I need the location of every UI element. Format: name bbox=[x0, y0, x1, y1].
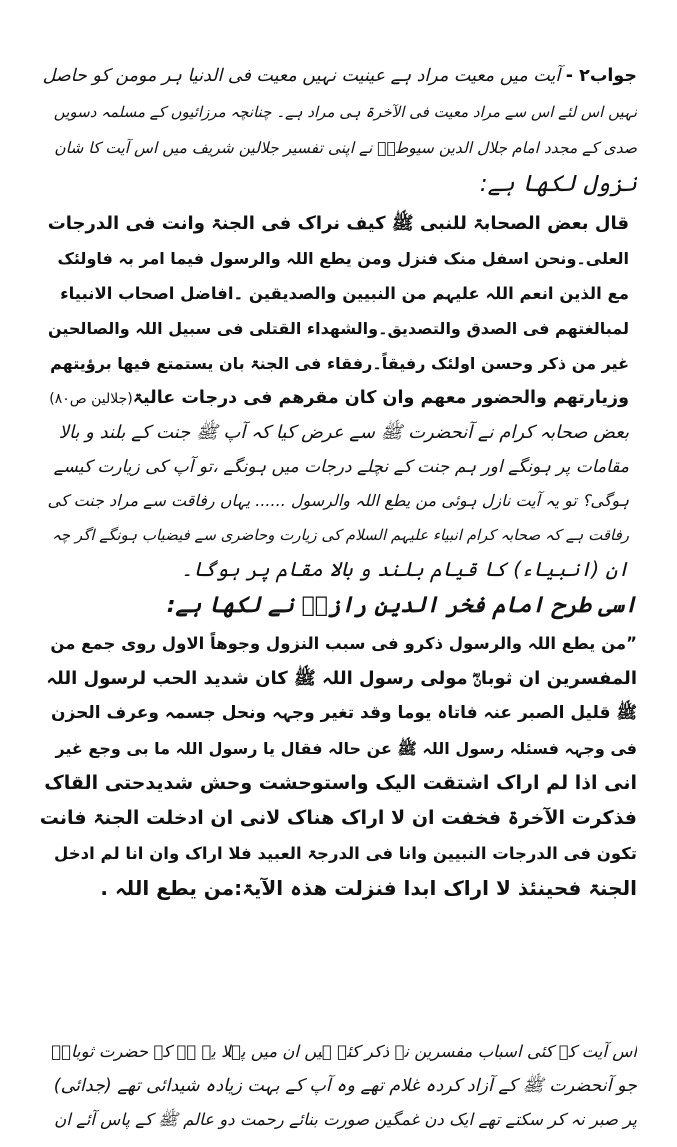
razi-intro bbox=[40, 588, 637, 624]
jalalain-line-5: غیر من ذکر وحسن اولئک رفیقاً۔رفقاء فی الجنۃ بان یستمتع فیھا برؤیتھم bbox=[50, 354, 629, 373]
jalalain-line-6-text: وزیارتھم والحضور معھم وان کان مقرھم فی درجات عالیۃ bbox=[132, 388, 629, 408]
jalalain-reference: (جلالین ص۸۰) bbox=[49, 391, 133, 407]
razi-line-2: المفسرین ان ثوبانؓ مولی رسول اللہ ﷺ کان شدید الحب لرسول اللہ bbox=[46, 668, 637, 689]
translation-line-3: ہوگی؟ تو یہ آیت نازل ہوئی من یطع اللہ والرسول ...... یہاں رفاقت سے مراد جنت کی bbox=[47, 491, 629, 510]
razi-line-5: انی اذا لم اراک اشتقت الیک واستوحشت وحش شدیدحتی القاک bbox=[44, 772, 637, 794]
translation-line-2: مقامات پر ہونگے اور ہم جنت کے نچلے درجات میں ہونگے ،تو آپ کی زیارت کیسے bbox=[53, 457, 629, 477]
answer-line-1-text: آیت میں معیت مراد ہے عینیت نہیں معیت فی الدنیا ہر مومن کو حاصل bbox=[42, 66, 561, 86]
jalalain-line-2: العلی۔ونحن اسفل منک فنزل ومن یطع اللہ والرسول فیما امر بہ فاولئک bbox=[57, 249, 629, 268]
closing-line-3: پر صبر نہ کر سکتے تھے ایک دن غمگین صورت بنائے رحمت دو عالم ﷺ کے پاس آئے ان bbox=[54, 1110, 637, 1129]
razi-line-4: فی وجہہ فسئلہ رسول اللہ ﷺ عن حالہ فقال یا رسول اللہ ما بی وجع غیر bbox=[55, 739, 637, 758]
translation-line-4: رفاقت ہے کہ صحابہ کرام انبیاء علیہم السلام کی زیارت وحاضری سے فیضیاب ہونگے اگر چہ bbox=[52, 526, 629, 544]
answer-paragraph bbox=[40, 58, 637, 202]
jalalain-line-4: لمبالغتھم فی الصدق والتصدیق۔والشھداء القتلی فی سبیل اللہ والصالحین bbox=[47, 319, 629, 338]
jalalain-quote bbox=[45, 206, 629, 416]
answer-line-1 bbox=[40, 58, 637, 94]
closing-paragraph bbox=[40, 1035, 637, 1137]
razi-line-1: ”من یطع اللہ والرسول ذکرو فی سبب النزول وجوھاً الاول روی جمع من bbox=[50, 634, 637, 653]
answer-line-3: صدی کے مجدد امام جلال الدین سیوطیؒ نے اپنی تفسیر جلالین شریف میں اس آیت کا شان bbox=[54, 139, 637, 157]
razi-line-7: تکون فی الدرجات النبیین وانا فی الدرجۃ العبید فلا اراک وان انا لم ادخل bbox=[54, 844, 637, 863]
razi-line-3: ﷺ قلیل الصبر عنہ فاتاہ یوما وقد تغیر وجہہ ونحل جسمہ وعرف الحزن bbox=[50, 703, 637, 723]
jalalain-line-3: مع الذین انعم اللہ علیہم من النبیین والصدیقین ۔افاضل اصحاب الانبیاء bbox=[60, 284, 629, 303]
translation-line-5: ان (انبیاء) کا قیام بلند و بالا مقام پر ہوگا۔ bbox=[181, 557, 629, 581]
answer-line-4: نزول لکھا ہے: bbox=[479, 171, 637, 197]
closing-line-1: اس آیت کے کئی اسباب مفسرین نے ذکر کئے ہیں ان میں پہلا یہ ہے کہ حضرت ثوبانؓ bbox=[51, 1042, 637, 1061]
jalalain-line-1: قال بعض الصحابۃ للنبی ﷺ کیف نراک فی الجنۃ وانت فی الدرجات bbox=[47, 213, 629, 234]
jalalain-line-6 bbox=[45, 381, 629, 416]
translation-paragraph bbox=[45, 416, 629, 586]
razi-quote bbox=[40, 626, 637, 906]
razi-line-6: فذکرت الآخرۃ فخفت ان لا اراک ھناک لانی ان ادخلت الجنۃ فانت bbox=[40, 807, 637, 829]
answer-line-2: نہیں اس لئے اس سے مراد معیت فی الآخرۃ ہی مراد ہے۔ چنانچہ مرزائیوں کے مسلمہ دسویں bbox=[53, 103, 637, 121]
razi-intro-line: اسی طرح امام فخر الدین رازیؒ نے لکھا ہے: bbox=[166, 593, 637, 618]
razi-line-8: الجنۃ فحینئذ لا اراک ابدا فنزلت ھذہ الآیۃ:من یطع اللہ . bbox=[100, 876, 637, 900]
answer-label: جواب۲ - bbox=[565, 66, 637, 86]
translation-line-1: بعض صحابہ کرام نے آنحضرت ﷺ سے عرض کیا کہ آپ ﷺ جنت کے بلند و بالا bbox=[58, 422, 629, 443]
closing-line-2: جو آنحضرت ﷺ کے آزاد کردہ غلام تھے وہ آپ کے بہت زیادہ شیدائی تھے (جدائی) bbox=[53, 1076, 637, 1096]
